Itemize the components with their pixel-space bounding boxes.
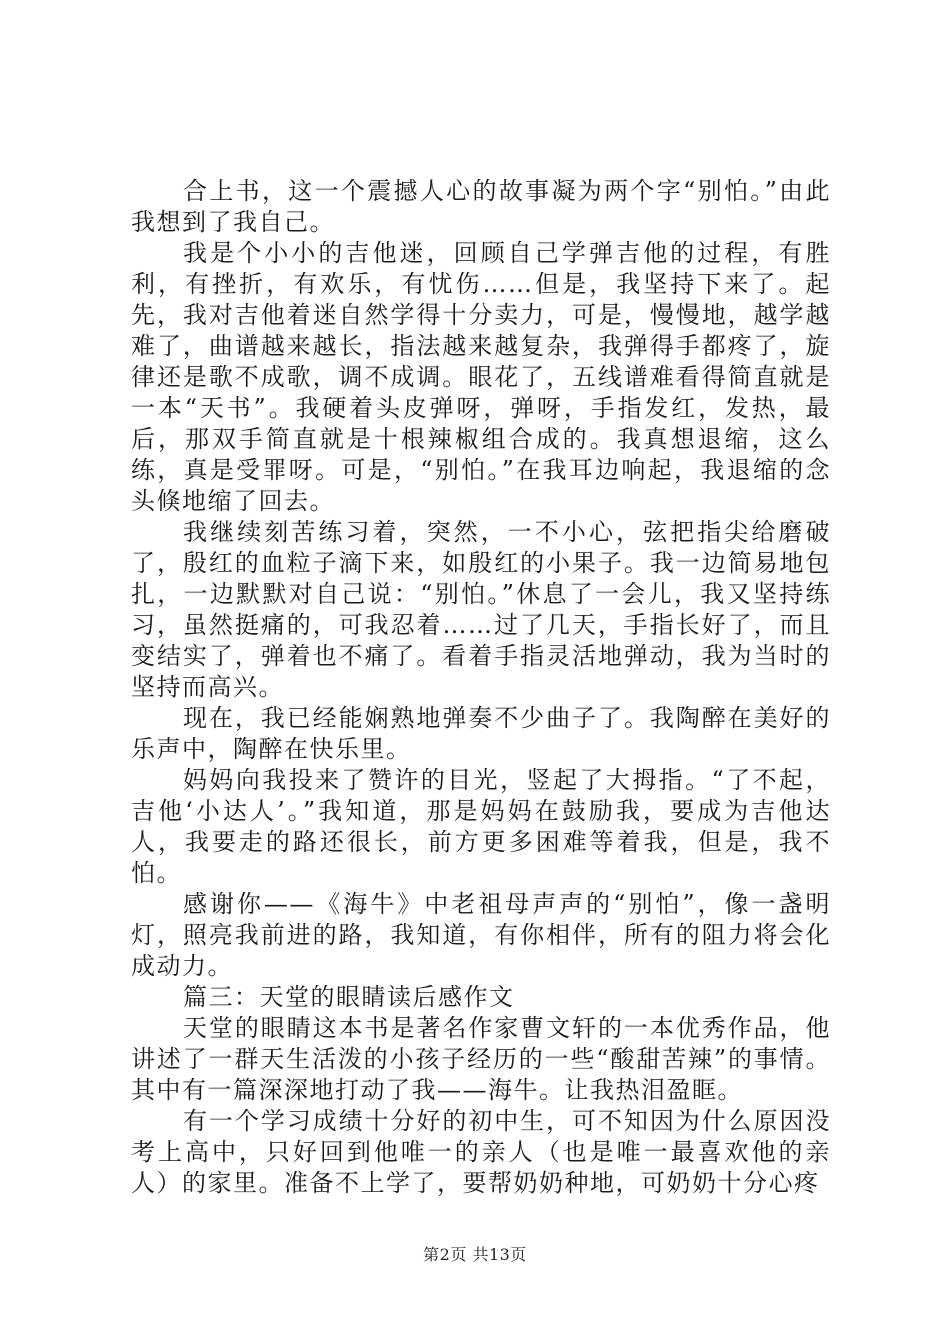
page-number-footer: 第2页 共13页: [423, 1245, 527, 1264]
document-body: [131, 176, 831, 1199]
paragraph: 感谢你——《海牛》中老祖母声声的“别怕”，像一盏明灯，照亮我前进的路，我知道，有你相伴，所有的阻力将会化成动力。: [131, 890, 831, 980]
paragraph: 现在，我已经能娴熟地弹奏不少曲子了。我陶醉在美好的乐声中，陶醉在快乐里。: [131, 704, 831, 763]
paragraph: 合上书，这一个震撼人心的故事凝为两个字“别怕。”由此我想到了我自己。: [131, 177, 831, 236]
section-heading: 篇三：天堂的眼睛读后感作文: [183, 983, 515, 1011]
paragraph: 天堂的眼睛这本书是著名作家曹文轩的一本优秀作品，他讲述了一群天生活泼的小孩子经历的一些“酸甜苦辣”的事情。其中有一篇深深地打动了我——海牛。让我热泪盈眶。: [131, 1014, 831, 1104]
paragraph: 我继续刻苦练习着，突然，一不小心，弦把指尖给磨破了，殷红的血粒子滴下来，如殷红的小果子。我一边简易地包扎，一边默默对自己说：“别怕。”休息了一会儿，我又坚持练习，虽然挺痛的，可我忍着……过了几天，手指长好了，而且变结实了，弹着也不痛了。看着手指灵活地弹动，我为当时的坚持而高兴。: [131, 518, 831, 701]
paragraph: 我是个小小的吉他迷，回顾自己学弹吉他的过程，有胜利，有挫折，有欢乐，有忧伤……但是，我坚持下来了。起先，我对吉他着迷自然学得十分卖力，可是，慢慢地，越学越难了，曲谱越来越长，指法越来越复杂，我弹得手都疼了，旋律还是歌不成歌，调不成调。眼花了，五线谱难看得简直就是一本“天书”。我硬着头皮弹呀，弹呀，手指发红，发热，最后，那双手简直就是十根辣椒组合成的。我真想退缩，这么练，真是受罪呀。可是，“别怕。”在我耳边响起，我退缩的念头倏地缩了回去。: [131, 239, 831, 515]
paragraph: 有一个学习成绩十分好的初中生，可不知因为什么原因没考上高中，只好回到他唯一的亲人（也是唯一最喜欢他的亲人）的家里。准备不上学了，要帮奶奶种地，可奶奶十分心疼: [131, 1107, 831, 1197]
paragraph: 妈妈向我投来了赞许的目光，竖起了大拇指。“了不起，吉他‘小达人’。”我知道，那是妈妈在鼓励我，要成为吉他达人，我要走的路还很长，前方更多困难等着我，但是，我不怕。: [131, 766, 831, 887]
